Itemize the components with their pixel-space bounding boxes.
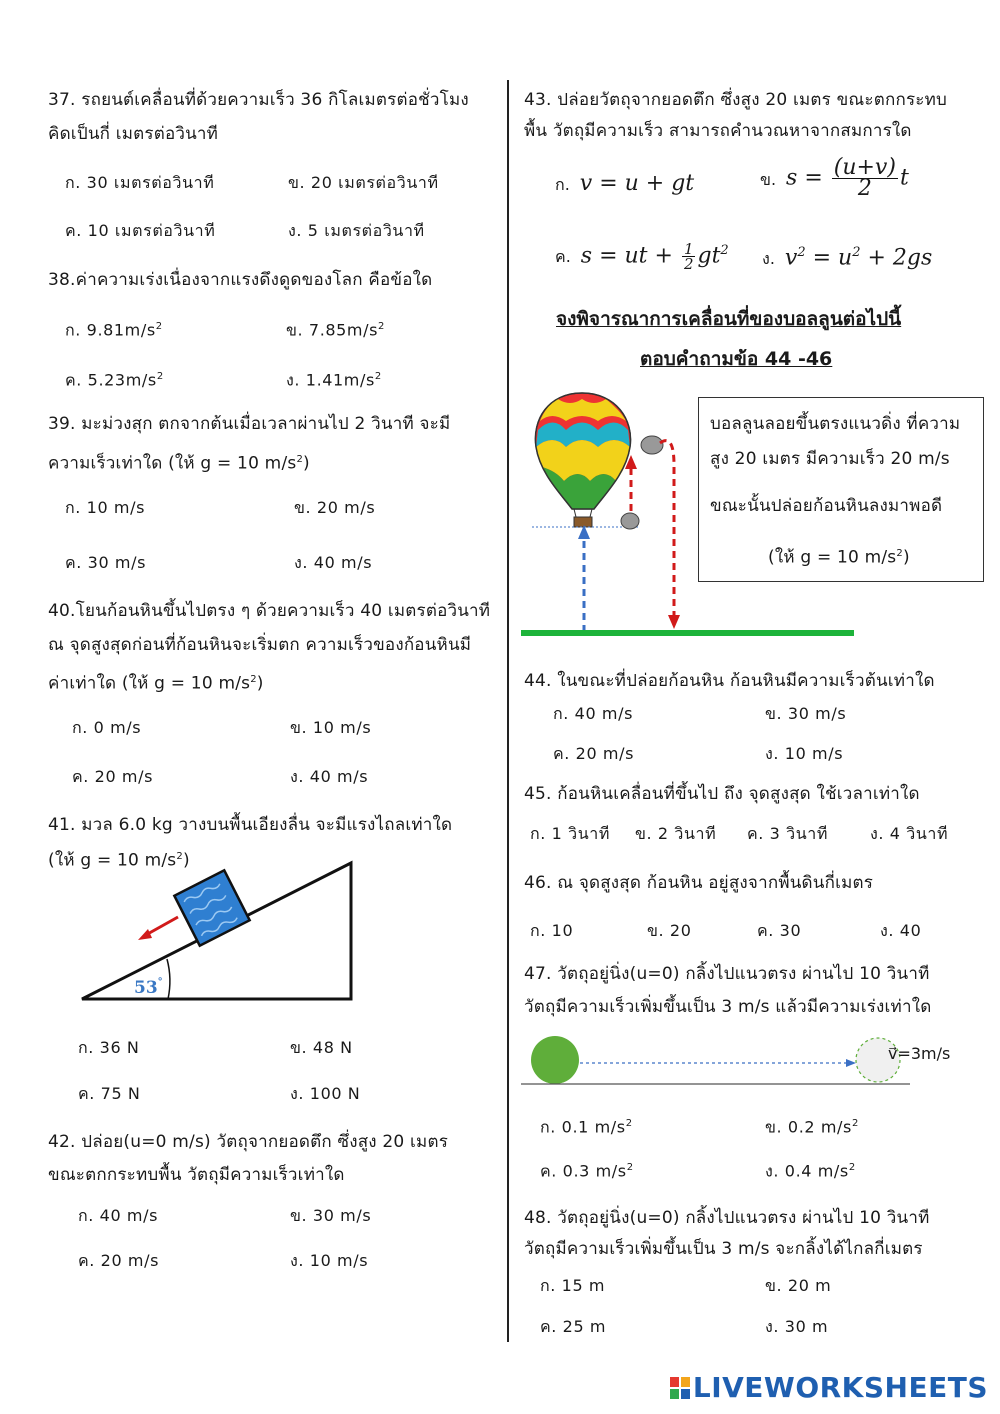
q47-text-line2: วัตถุมีความเร็วเพิ่มขึ้นเป็น 3 m/s แล้วมีความเร่งเท่าใด bbox=[524, 997, 932, 1017]
q43-option-c[interactable]: ค. s = ut + $\frac{1}{2}$ $gt^2$ bbox=[555, 239, 729, 273]
q46-option-b[interactable]: ข. 20 bbox=[647, 921, 692, 940]
q37-option-a[interactable]: ก. 30 เมตรต่อวินาที bbox=[65, 173, 215, 192]
q48-option-d[interactable]: ง. 30 m bbox=[765, 1317, 829, 1336]
hot-air-balloon bbox=[535, 393, 630, 527]
ground-line bbox=[521, 630, 854, 636]
liveworksheets-mark-icon bbox=[669, 1376, 691, 1400]
q40-text-line2: ณ จุดสูงสุดก่อนที่ก้อนหินจะเริ่มตก ความเร็วของก้อนหินมี bbox=[48, 635, 472, 655]
balloon-section-heading: จงพิจารณาการเคลื่อนที่ของบอลลูนต่อไปนี้ bbox=[556, 308, 902, 330]
balloon-info-line2: สูง 20 เมตร มีความเร็ว 20 m/s bbox=[710, 449, 950, 469]
q38-option-d[interactable]: ง. $1.41m/s^2$ bbox=[286, 370, 382, 390]
q42-option-b[interactable]: ข. 30 m/s bbox=[290, 1206, 372, 1225]
balloon-info-line1: บอลลูนลอยขึ้นตรงแนวดิ่ง ที่ความ bbox=[710, 414, 961, 434]
q41-option-a[interactable]: ก. 36 N bbox=[78, 1038, 140, 1057]
q40-option-d[interactable]: ง. 40 m/s bbox=[290, 767, 369, 786]
balloon-info-line4: (ให้ g = 10 $m/s^2$) bbox=[768, 547, 910, 568]
q44-option-a[interactable]: ก. 40 m/s bbox=[553, 704, 634, 723]
q40-option-b[interactable]: ข. 10 m/s bbox=[290, 718, 372, 737]
q44-text: 44. ในขณะที่ปล่อยก้อนหิน ก้อนหินมีความเร็วต้นเท่าใด bbox=[524, 671, 935, 691]
q41-option-c[interactable]: ค. 75 N bbox=[78, 1084, 141, 1103]
q39-option-c[interactable]: ค. 30 m/s bbox=[65, 553, 147, 572]
q41-text-line1: 41. มวล 6.0 kg วางบนพื้นเอียงลื่น จะมีแรงไถลเท่าใด bbox=[48, 815, 453, 835]
q42-text-line1: 42. ปล่อย(u=0 m/s) วัตถุจากยอดตึก ซึ่งสูง 20 เมตร bbox=[48, 1132, 449, 1152]
q46-text: 46. ณ จุดสูงสุด ก้อนหิน อยู่สูงจากพื้นดินกี่เมตร bbox=[524, 873, 874, 893]
q41-option-b[interactable]: ข. 48 N bbox=[290, 1038, 353, 1057]
q45-option-d[interactable]: ง. 4 วินาที bbox=[870, 824, 949, 843]
q48-option-c[interactable]: ค. 25 m bbox=[540, 1317, 607, 1336]
q47-option-d[interactable]: ง. 0.4 $m/s^2$ bbox=[765, 1161, 856, 1181]
stone-start bbox=[621, 513, 639, 529]
q48-text-line2: วัตถุมีความเร็วเพิ่มขึ้นเป็น 3 m/s จะกลิ้งได้ไกลกี่เมตร bbox=[524, 1239, 923, 1259]
ball-start bbox=[531, 1036, 579, 1084]
column-divider bbox=[507, 80, 509, 1342]
q38-option-b[interactable]: ข. $7.85m/s^2$ bbox=[286, 320, 386, 340]
q48-option-b[interactable]: ข. 20 m bbox=[765, 1276, 832, 1295]
q37-text-line2: คิดเป็นกี่ เมตรต่อวินาที bbox=[48, 124, 219, 144]
q39-option-d[interactable]: ง. 40 m/s bbox=[294, 553, 373, 572]
liveworksheets-logo[interactable] bbox=[669, 1371, 988, 1404]
q44-option-b[interactable]: ข. 30 m/s bbox=[765, 704, 847, 723]
q46-option-c[interactable]: ค. 30 bbox=[757, 921, 802, 940]
q47-text-line1: 47. วัตถุอยู่นิ่ง(u=0) กลิ้งไปแนวตรง ผ่านไป 10 วินาที bbox=[524, 964, 930, 984]
q42-option-c[interactable]: ค. 20 m/s bbox=[78, 1251, 160, 1270]
q44-option-c[interactable]: ค. 20 m/s bbox=[553, 744, 635, 763]
q45-text: 45. ก้อนหินเคลื่อนที่ขึ้นไป ถึง จุดสูงสุด ใช้เวลาเท่าใด bbox=[524, 784, 920, 804]
q39-option-b[interactable]: ข. 20 m/s bbox=[294, 498, 376, 517]
q39-text-line2: ความเร็วเท่าใด (ให้ g = 10 $m/s^2$) bbox=[48, 453, 310, 474]
velocity-label: v⃗=3m/s bbox=[888, 1044, 951, 1063]
q37-option-c[interactable]: ค. 10 เมตรต่อวินาที bbox=[65, 221, 216, 240]
liveworksheets-wordmark: LIVEWORKSHEETS bbox=[692, 1371, 988, 1404]
q38-text: 38.ค่าความเร่งเนื่องจากแรงดึงดูดของโลก คือข้อใด bbox=[48, 270, 433, 290]
q42-option-a[interactable]: ก. 40 m/s bbox=[78, 1206, 159, 1225]
q45-option-a[interactable]: ก. 1 วินาที bbox=[530, 824, 610, 843]
inclined-plane-diagram bbox=[70, 855, 370, 1010]
rolling-ball-diagram bbox=[518, 1032, 918, 1090]
q43-option-b[interactable]: ข. s = $\frac{(u+v)}{2}$ t bbox=[760, 155, 909, 201]
q47-option-a[interactable]: ก. 0.1 $m/s^2$ bbox=[540, 1117, 633, 1137]
motion-arrow-head bbox=[846, 1059, 856, 1067]
q37-text-line1: 37. รถยนต์เคลื่อนที่ด้วยความเร็ว 36 กิโลเมตรต่อชั่วโมง bbox=[48, 90, 469, 110]
q43-option-d[interactable]: ง. $v^2 = u^2 + 2gs$ bbox=[762, 245, 933, 271]
balloon-section-subheading: ตอบคำถามข้อ 44 -46 bbox=[640, 348, 833, 370]
q43-option-a[interactable]: ก. v = u + gt bbox=[555, 171, 695, 196]
q45-option-c[interactable]: ค. 3 วินาที bbox=[747, 824, 828, 843]
q42-text-line2: ขณะตกกระทบพื้น วัตถุมีความเร็วเท่าใด bbox=[48, 1165, 345, 1185]
stone-top bbox=[641, 436, 663, 454]
q45-option-b[interactable]: ข. 2 วินาที bbox=[635, 824, 717, 843]
q41-option-d[interactable]: ง. 100 N bbox=[290, 1084, 361, 1103]
q37-option-d[interactable]: ง. 5 เมตรต่อวินาที bbox=[288, 221, 425, 240]
q38-option-a[interactable]: ก. $9.81m/s^2$ bbox=[65, 320, 163, 340]
balloon-info-line3: ขณะนั้นปล่อยก้อนหินลงมาพอดี bbox=[710, 496, 943, 516]
q37-option-b[interactable]: ข. 20 เมตรต่อวินาที bbox=[288, 173, 439, 192]
force-arrow-head bbox=[138, 929, 152, 940]
q39-option-a[interactable]: ก. 10 m/s bbox=[65, 498, 146, 517]
q43-text-line2: พื้น วัตถุมีความเร็ว สามารถคำนวณหาจากสมการใด bbox=[524, 121, 912, 141]
q43-text-line1: 43. ปล่อยวัตถุจากยอดตึก ซึ่งสูง 20 เมตร ขณะตกกระทบ bbox=[524, 90, 947, 110]
q40-text-line1: 40.โยนก้อนหินขึ้นไปตรง ๆ ด้วยความเร็ว 40 เมตรต่อวินาที bbox=[48, 601, 491, 621]
q40-text-line3: ค่าเท่าใด (ให้ g = 10 $m/s^2$) bbox=[48, 673, 264, 694]
q46-option-a[interactable]: ก. 10 bbox=[530, 921, 574, 940]
q41-text-line2: (ให้ g = 10 $m/s^2$) bbox=[48, 850, 190, 871]
q44-option-d[interactable]: ง. 10 m/s bbox=[765, 744, 844, 763]
q48-text-line1: 48. วัตถุอยู่นิ่ง(u=0) กลิ้งไปแนวตรง ผ่านไป 10 วินาที bbox=[524, 1208, 930, 1228]
q47-option-b[interactable]: ข. 0.2 $m/s^2$ bbox=[765, 1117, 859, 1137]
q40-option-c[interactable]: ค. 20 m/s bbox=[72, 767, 154, 786]
angle-label: 53° bbox=[134, 977, 163, 998]
stone-down-arrow bbox=[660, 441, 674, 617]
q48-option-a[interactable]: ก. 15 m bbox=[540, 1276, 606, 1295]
q38-option-c[interactable]: ค. $5.23m/s^2$ bbox=[65, 370, 164, 390]
q39-text-line1: 39. มะม่วงสุก ตกจากต้นเมื่อเวลาผ่านไป 2 วินาที จะมี bbox=[48, 414, 451, 434]
stone-down-arrow-head bbox=[668, 615, 680, 629]
q40-option-a[interactable]: ก. 0 m/s bbox=[72, 718, 142, 737]
q42-option-d[interactable]: ง. 10 m/s bbox=[290, 1251, 369, 1270]
q46-option-d[interactable]: ง. 40 bbox=[880, 921, 922, 940]
q47-option-c[interactable]: ค. 0.3 $m/s^2$ bbox=[540, 1161, 634, 1181]
